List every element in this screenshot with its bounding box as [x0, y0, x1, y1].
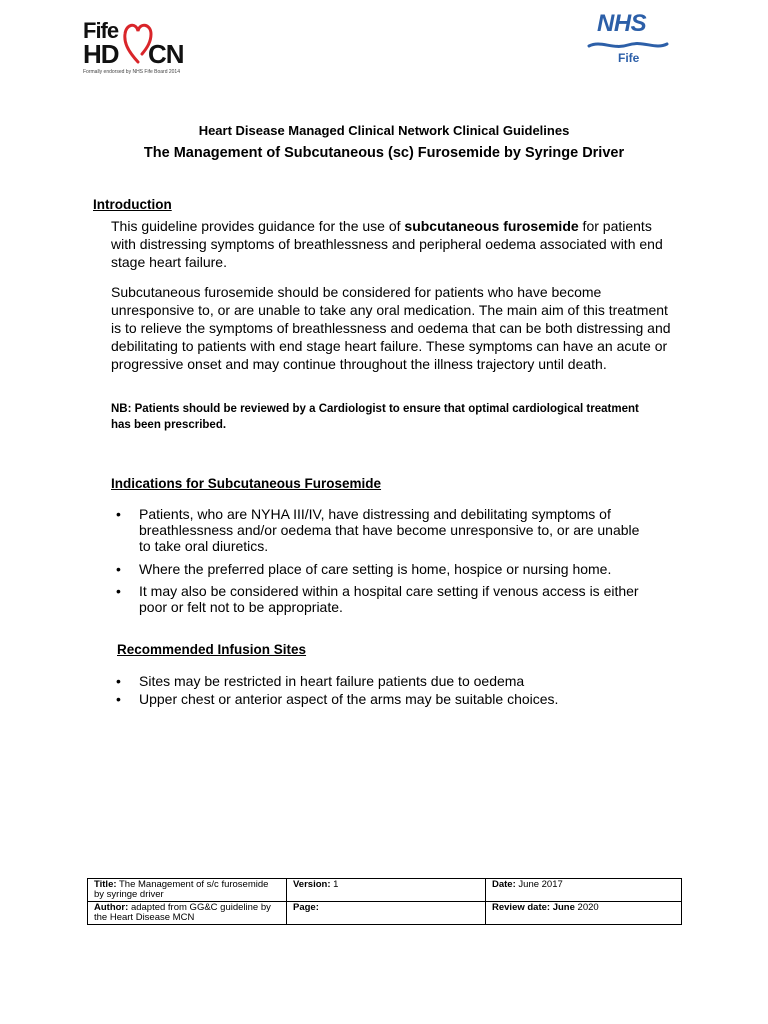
footer-version-value: 1: [333, 879, 339, 890]
list-item-text: Upper chest or anterior aspect of the arms may be suitable choices.: [139, 691, 559, 707]
nb-note: NB: Patients should be reviewed by a Cardiologist to ensure that optimal cardiological treatment has been prescribed.: [111, 403, 639, 431]
logo-text-hd: HD: [83, 39, 119, 69]
footer-title-label: Title:: [94, 879, 117, 890]
indications-heading: Indications for Subcutaneous Furosemide: [111, 476, 382, 491]
fife-hdmcn-logo: [83, 18, 193, 80]
intro-p1-text-end: for patients with distressing symptoms of breathlessness and peripheral oedema associated with end stage heart failure.: [111, 218, 663, 270]
bullet-icon: •: [116, 583, 121, 599]
footer-date-value: June 2017: [518, 879, 563, 890]
nhs-board-name: Fife: [618, 51, 640, 65]
footer-version-cell: [287, 879, 486, 902]
nhs-wave-icon: [587, 38, 669, 52]
logo-text-fife: Fife: [83, 18, 119, 43]
footer-date-cell: [486, 879, 682, 902]
document-title: Heart Disease Managed Clinical Network Clinical Guidelines: [198, 123, 570, 138]
bullet-icon: •: [116, 506, 121, 522]
bullet-icon: •: [116, 561, 121, 577]
footer-review-value: 2020: [577, 902, 599, 913]
infusion-sites-list: [111, 673, 651, 707]
indications-list: [111, 506, 641, 615]
footer-title-value: The Management of s/c furosemide by syringe driver: [94, 879, 269, 900]
logo-text-cn: CN: [148, 39, 184, 69]
footer-version-label: Version:: [293, 879, 331, 890]
list-item-text: Where the preferred place of care setting is home, hospice or nursing home.: [139, 561, 612, 577]
intro-p1-text-start: This guideline provides guidance for the use of: [111, 218, 405, 234]
intro-p1-bold-term: subcutaneous furosemide: [404, 218, 579, 234]
footer-page-label: Page:: [293, 902, 319, 913]
nhs-fife-logo: [587, 10, 669, 70]
list-item-text: It may also be considered within a hospital care setting if venous access is either poor or felt not to be appropriate.: [139, 583, 639, 615]
bullet-icon: •: [116, 691, 121, 707]
introduction-paragraph-1: [111, 217, 676, 271]
footer-author-label: Author:: [94, 902, 129, 913]
bullet-icon: •: [116, 673, 121, 689]
list-item: [111, 583, 641, 615]
footer-date-label: Date:: [492, 879, 516, 890]
footer-title-cell: [88, 879, 287, 902]
document-footer-table: [87, 878, 682, 925]
introduction-paragraph-2: Subcutaneous furosemide should be considered for patients who have become unresponsive to, or are unable to take any oral medication. The main aim of this treatment is to relieve the symptoms of breathlessness and oedema that can be both distressing and debilitating to patients with end stage heart failure. These symptoms can have an acute or progressive onset and may continue throughout the illness trajectory until death.: [111, 284, 671, 372]
list-item-text: Patients, who are NYHA III/IV, have distressing and debilitating symptoms of breathlessness and/or oedema that have become unresponsive to, or are unable to take oral diuretics.: [139, 506, 640, 554]
footer-page-cell: [287, 902, 486, 925]
footer-author-cell: [88, 902, 287, 925]
list-item: [111, 673, 651, 689]
table-row: [88, 879, 682, 902]
list-item: [111, 561, 641, 577]
table-row: [88, 902, 682, 925]
logo-tagline: Formally endorsed by NHS Fife Board 2014: [83, 69, 180, 75]
footer-review-label: Review date: June: [492, 902, 575, 913]
document-subtitle: The Management of Subcutaneous (sc) Furosemide by Syringe Driver: [143, 145, 625, 161]
list-item: [111, 691, 651, 707]
footer-author-value: adapted from GG&C guideline by the Heart Disease MCN: [94, 902, 271, 923]
footer-review-cell: [486, 902, 682, 925]
list-item-text: Sites may be restricted in heart failure patients due to oedema: [139, 673, 525, 689]
introduction-heading: Introduction: [93, 197, 172, 212]
nhs-wordmark: NHS: [597, 10, 647, 37]
list-item: [111, 506, 641, 554]
infusion-sites-heading: Recommended Infusion Sites: [117, 642, 307, 657]
